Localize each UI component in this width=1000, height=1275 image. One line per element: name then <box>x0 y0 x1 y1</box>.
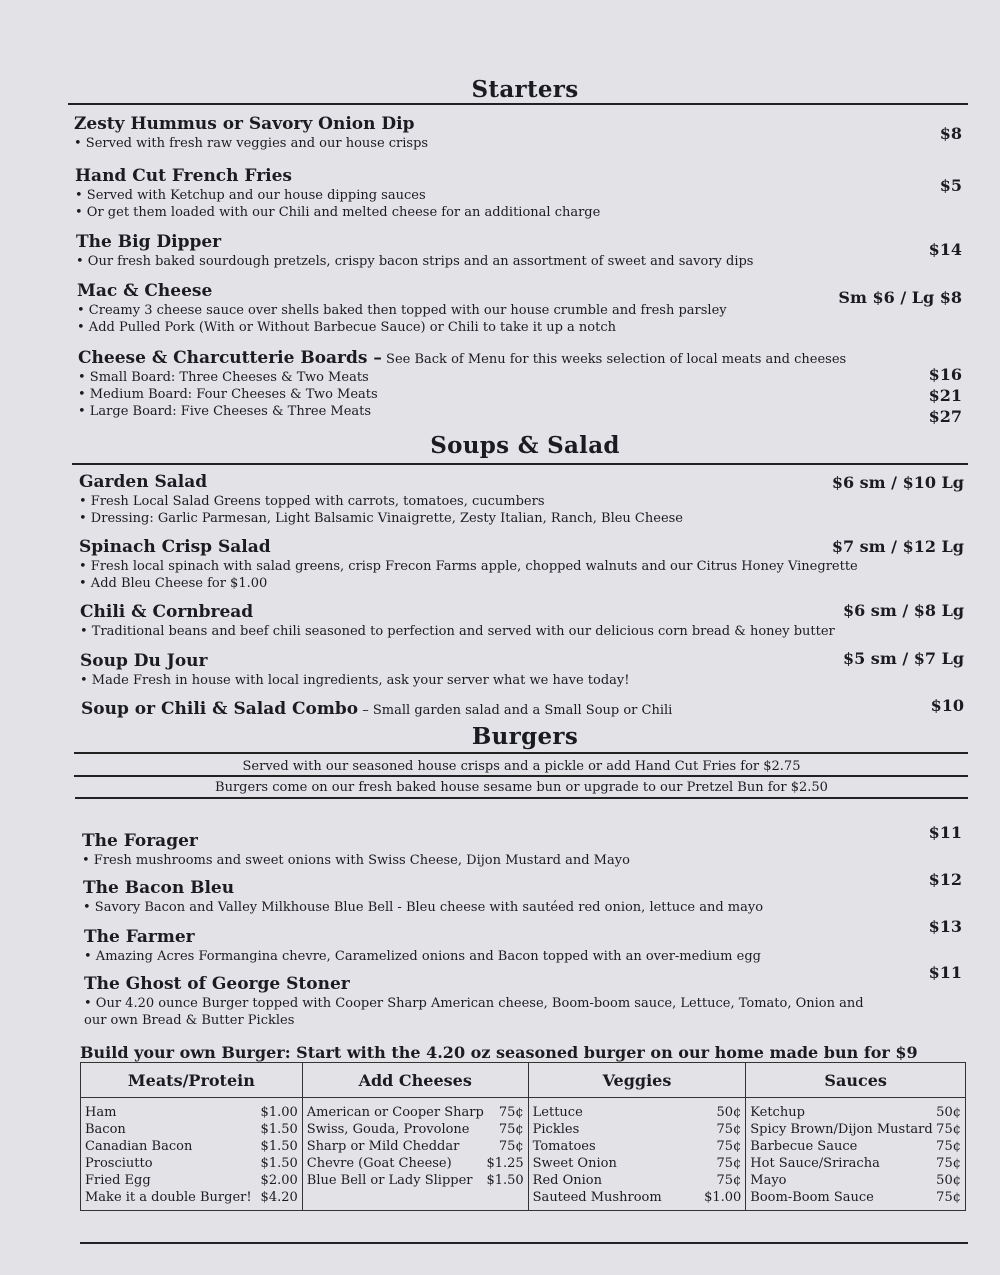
option-name: Barbecue Sauce <box>750 1139 858 1154</box>
item-price: $8 <box>939 124 962 143</box>
item-desc: • Fresh mushrooms and sweet onions with Swiss Cheese, Dijon Mustard and Mayo <box>82 853 630 868</box>
option-price: $1.00 <box>260 1105 298 1120</box>
item-desc: • Creamy 3 cheese sauce over shells baked then topped with our house crumble and fresh parsley <box>77 303 727 318</box>
option-price: $1.25 <box>486 1156 524 1171</box>
burgers-heading: Burgers <box>471 723 579 750</box>
item-name: Mac & Cheese <box>77 281 213 301</box>
item-desc: • Amazing Acres Formangina chevre, Caramelized onions and Bacon topped with an over-medium egg <box>84 949 761 964</box>
item-desc: • Fresh local spinach with salad greens, crisp Frecon Farms apple, chopped walnuts and our Citrus Honey Vinegrette <box>79 559 858 574</box>
item-name: Spinach Crisp Salad <box>79 537 271 557</box>
starters-heading: Starters <box>471 76 579 103</box>
option-name: Sharp or Mild Cheddar <box>306 1139 460 1154</box>
option-price: 75¢ <box>498 1122 524 1137</box>
list-item <box>533 1189 742 1206</box>
item-price: $10 <box>930 696 964 715</box>
item-name: Soup or Chili & Salad Combo <box>81 699 359 719</box>
byo-header-meats: Meats/Protein <box>81 1063 303 1098</box>
option-name: Hot Sauce/Sriracha <box>750 1156 880 1171</box>
soup-item <box>80 650 629 689</box>
option-price: 75¢ <box>498 1139 524 1154</box>
item-desc: • Served with Ketchup and our house dipping sauces <box>75 188 426 203</box>
item-price: Sm $6 / Lg $8 <box>838 288 962 307</box>
option-price: 50¢ <box>936 1105 961 1120</box>
option-price: 75¢ <box>498 1105 524 1120</box>
item-desc: • Medium Board: Four Cheeses & Two Meats <box>78 387 378 402</box>
option-price: $1.50 <box>260 1122 298 1137</box>
option-name: Pickles <box>532 1122 580 1137</box>
item-price: $11 <box>928 963 962 982</box>
item-price: $6 sm / $10 Lg <box>831 473 964 492</box>
item-desc: • Dressing: Garlic Parmesan, Light Balsamic Vinaigrette, Zesty Italian, Ranch, Bleu Cheese <box>79 511 683 526</box>
list-item <box>307 1121 524 1138</box>
option-name: Bacon <box>85 1122 126 1137</box>
list-item <box>533 1155 742 1172</box>
option-price: 75¢ <box>716 1139 742 1154</box>
option-name: Blue Bell or Lady Slipper <box>306 1173 473 1188</box>
starter-boards <box>78 347 846 420</box>
item-name: The Ghost of George Stoner <box>84 974 350 994</box>
item-price: $21 <box>928 386 962 405</box>
item-name: Chili & Cornbread <box>80 602 254 622</box>
list-item <box>307 1104 524 1121</box>
option-price: 75¢ <box>936 1139 961 1154</box>
option-name: Sauteed Mushroom <box>532 1190 662 1205</box>
item-desc: • Savory Bacon and Valley Milkhouse Blue Bell - Bleu cheese with sautéed red onion, lettuce and mayo <box>83 900 764 915</box>
byo-veggies-list <box>528 1098 746 1211</box>
option-name: Mayo <box>750 1173 787 1188</box>
byo-header-cheeses: Add Cheeses <box>302 1063 528 1098</box>
item-desc: • Fresh Local Salad Greens topped with carrots, tomatoes, cucumbers <box>79 494 545 509</box>
list-item <box>533 1121 742 1138</box>
option-name: Prosciutto <box>85 1156 153 1171</box>
bottom-rule <box>80 1242 968 1244</box>
soups-rule <box>72 463 968 465</box>
list-item <box>307 1155 524 1172</box>
burgers-banner-fries: Served with our seasoned house crisps and a pickle or add Hand Cut Fries for $2.75 <box>242 759 801 774</box>
option-name: Ketchup <box>750 1105 805 1120</box>
item-name: The Bacon Bleu <box>83 878 235 898</box>
item-name: The Farmer <box>84 927 195 947</box>
item-name: The Forager <box>82 831 198 851</box>
starter-item <box>75 165 600 221</box>
item-desc: • Served with fresh raw veggies and our house crisps <box>74 136 429 151</box>
item-desc: • Traditional beans and beef chili seasoned to perfection and served with our delicious corn bread & honey butter <box>80 624 835 639</box>
byo-title: Build your own Burger: Start with the 4.20 oz seasoned burger on our home made bun for $9 <box>80 1043 918 1062</box>
list-item <box>85 1121 298 1138</box>
list-item <box>533 1138 742 1155</box>
option-price: $1.50 <box>260 1156 298 1171</box>
option-price: $2.00 <box>260 1173 298 1188</box>
item-desc: • Small Board: Three Cheeses & Two Meats <box>78 370 369 385</box>
soup-item <box>79 536 858 592</box>
list-item <box>750 1155 961 1172</box>
item-desc: our own Bread & Butter Pickles <box>84 1013 295 1028</box>
item-desc: • Or get them loaded with our Chili and melted cheese for an additional charge <box>75 205 601 220</box>
item-desc: • Large Board: Five Cheeses & Three Meats <box>78 404 372 419</box>
burgers-rule-3 <box>75 797 968 799</box>
option-price: 75¢ <box>716 1156 742 1171</box>
option-name: Canadian Bacon <box>85 1139 193 1154</box>
board-prices <box>929 364 962 427</box>
burger-item <box>83 877 763 916</box>
list-item <box>85 1138 298 1155</box>
option-name: Lettuce <box>532 1105 583 1120</box>
item-price: $13 <box>928 917 962 936</box>
item-desc: • Our fresh baked sourdough pretzels, crispy bacon strips and an assortment of sweet and savory dips <box>76 254 754 269</box>
starter-item <box>76 231 753 270</box>
option-price: 50¢ <box>936 1173 961 1188</box>
item-name: Cheese & Charcutterie Boards – <box>78 348 382 368</box>
option-price: 75¢ <box>716 1122 742 1137</box>
option-name: Swiss, Gouda, Provolone <box>306 1122 470 1137</box>
option-price: $1.50 <box>260 1139 298 1154</box>
list-item <box>750 1138 961 1155</box>
burger-item <box>84 926 761 965</box>
byo-sauces-list <box>746 1098 966 1211</box>
list-item <box>750 1121 961 1138</box>
list-item <box>750 1104 961 1121</box>
starter-item <box>74 113 428 152</box>
byo-header-sauces: Sauces <box>746 1063 966 1098</box>
soups-heading: Soups & Salad <box>430 432 620 459</box>
list-item <box>85 1104 298 1121</box>
item-desc: • Made Fresh in house with local ingredients, ask your server what we have today! <box>80 673 630 688</box>
option-name: Chevre (Goat Cheese) <box>306 1156 452 1171</box>
option-price: 75¢ <box>936 1156 961 1171</box>
soup-combo <box>81 698 672 720</box>
list-item <box>85 1155 298 1172</box>
option-name: Fried Egg <box>85 1173 151 1188</box>
byo-meats-list <box>81 1098 303 1211</box>
item-name: Hand Cut French Fries <box>75 166 293 186</box>
soup-item <box>79 471 683 527</box>
item-price: $14 <box>928 240 962 259</box>
item-price: $16 <box>928 365 962 384</box>
list-item <box>533 1104 742 1121</box>
option-name: American or Cooper Sharp <box>306 1105 484 1120</box>
list-item <box>85 1189 298 1206</box>
item-price: $12 <box>928 870 962 889</box>
option-name: Ham <box>85 1105 117 1120</box>
list-item <box>750 1189 961 1206</box>
item-desc: • Our 4.20 ounce Burger topped with Cooper Sharp American cheese, Boom-boom sauce, Lettuce, Tomato, Onion and <box>84 996 864 1011</box>
item-price: $27 <box>928 407 962 426</box>
option-name: Make it a double Burger! <box>85 1190 252 1205</box>
item-name: Soup Du Jour <box>80 651 208 671</box>
burger-item <box>82 830 630 869</box>
burgers-banner-bun: Burgers come on our fresh baked house sesame bun or upgrade to our Pretzel Bun for $2.50 <box>215 780 828 795</box>
option-price: 75¢ <box>936 1122 961 1137</box>
item-note: See Back of Menu for this weeks selection of local meats and cheeses <box>386 352 847 367</box>
item-price: $5 <box>939 176 962 195</box>
item-price: $6 sm / $8 Lg <box>842 601 964 620</box>
option-price: $4.20 <box>260 1190 298 1205</box>
byo-table <box>80 1062 966 1211</box>
option-price: $1.50 <box>486 1173 524 1188</box>
option-price: 75¢ <box>716 1173 742 1188</box>
list-item <box>307 1172 524 1189</box>
item-price: $7 sm / $12 Lg <box>831 537 964 556</box>
byo-header-veggies: Veggies <box>528 1063 746 1098</box>
option-name: Red Onion <box>532 1173 602 1188</box>
list-item <box>533 1172 742 1189</box>
option-name: Tomatoes <box>532 1139 596 1154</box>
burgers-rule-1 <box>74 752 968 754</box>
item-name: Zesty Hummus or Savory Onion Dip <box>74 114 415 134</box>
list-item <box>85 1172 298 1189</box>
item-name: Garden Salad <box>79 472 208 492</box>
starters-rule <box>68 103 968 105</box>
list-item <box>750 1172 961 1189</box>
option-name: Sweet Onion <box>532 1156 617 1171</box>
option-price: $1.00 <box>704 1190 742 1205</box>
item-note: – Small garden salad and a Small Soup or Chili <box>362 703 673 718</box>
item-name: The Big Dipper <box>76 232 222 252</box>
item-desc: • Add Bleu Cheese for $1.00 <box>79 576 268 591</box>
item-price: $5 sm / $7 Lg <box>842 649 964 668</box>
burger-item <box>84 973 864 1029</box>
option-price: 50¢ <box>716 1105 742 1120</box>
option-name: Spicy Brown/Dijon Mustard <box>750 1122 933 1137</box>
byo-cheeses-list <box>302 1098 528 1211</box>
list-item <box>307 1138 524 1155</box>
option-price: 75¢ <box>936 1190 961 1205</box>
item-desc: • Add Pulled Pork (With or Without Barbecue Sauce) or Chili to take it up a notch <box>77 320 617 335</box>
starter-item <box>77 280 727 336</box>
soup-item <box>80 601 835 640</box>
option-name: Boom-Boom Sauce <box>750 1190 874 1205</box>
burgers-rule-2 <box>74 775 968 777</box>
item-price: $11 <box>928 823 962 842</box>
